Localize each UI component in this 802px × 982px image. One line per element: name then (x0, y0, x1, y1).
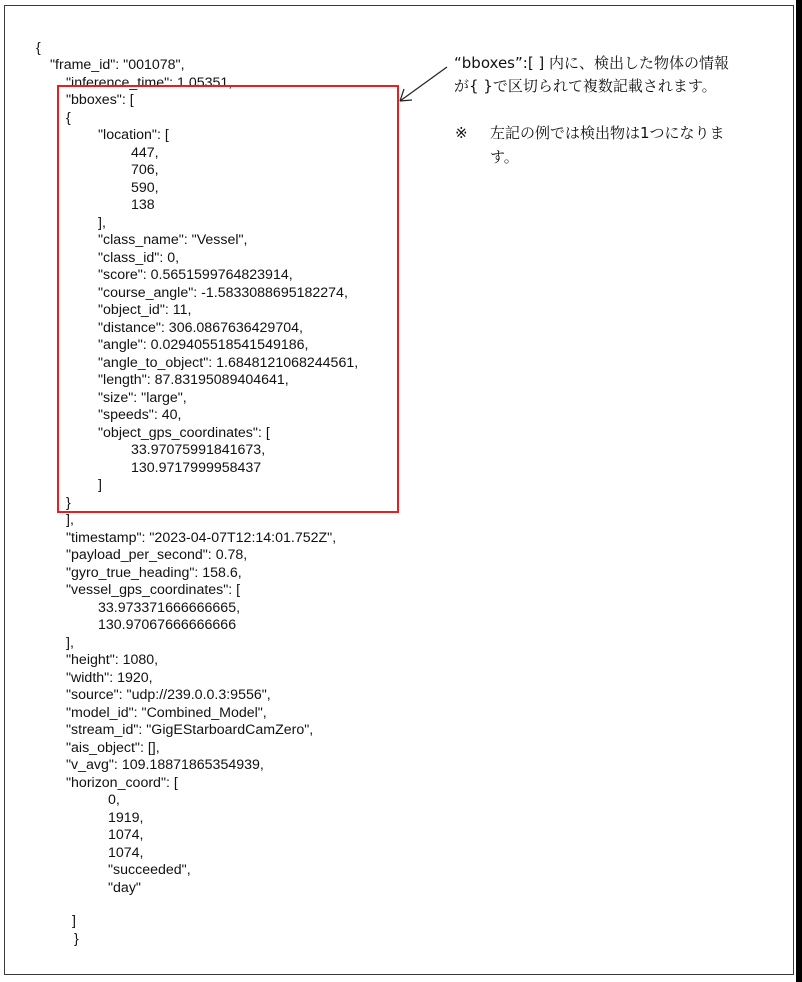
code-line: "object_gps_coordinates": [ (98, 425, 270, 441)
code-line: 33.973371666666665, (98, 600, 241, 616)
code-line: "stream_id": "GigEStarboardCamZero", (66, 722, 314, 738)
code-line: 590, (131, 180, 159, 196)
code-line: "score": 0.5651599764823914, (98, 267, 293, 283)
code-line: "angle_to_object": 1.6848121068244561, (98, 355, 359, 371)
code-line: "model_id": "Combined_Model", (66, 705, 267, 721)
code-line: ] (72, 913, 76, 929)
code-line: "succeeded", (108, 862, 191, 878)
code-line: "class_name": "Vessel", (98, 232, 248, 248)
code-line: 1074, (108, 827, 144, 843)
bboxes-highlight-box (57, 85, 399, 513)
code-line: "frame_id": "001078", (50, 57, 185, 73)
code-line: "distance": 306.0867636429704, (98, 320, 303, 336)
code-line: 1074, (108, 845, 144, 861)
code-line: 130.9717999958437 (131, 460, 262, 476)
code-line: "bboxes": [ (66, 92, 134, 108)
code-line: "inference_time": 1.05351, (66, 75, 233, 91)
code-line: 1919, (108, 810, 144, 826)
code-line: "height": 1080, (66, 652, 159, 668)
code-line: 706, (131, 162, 159, 178)
code-line: "ais_object": [], (66, 740, 160, 756)
code-line: 0, (108, 792, 120, 808)
code-line: 33.97075991841673, (131, 442, 266, 458)
code-line: { (36, 40, 41, 56)
code-line: ], (66, 635, 74, 651)
annotation-line-1: “bboxes”:[ ] 内に、検出した物体の情報 (454, 54, 730, 72)
remark-line-1: 左記の例では検出物は1つになりま (490, 124, 725, 142)
code-line: 447, (131, 145, 159, 161)
code-line: 138 (131, 197, 155, 213)
annotation-line-2: が{ }で区切られて複数記載されます。 (454, 77, 717, 95)
code-line: "width": 1920, (66, 670, 153, 686)
code-line: { (66, 110, 71, 126)
code-line: "gyro_true_heading": 158.6, (66, 565, 242, 581)
code-line: "horizon_coord": [ (66, 775, 178, 791)
code-line: "day" (108, 880, 141, 896)
code-line: } (66, 495, 71, 511)
code-line: "angle": 0.029405518541549186, (98, 337, 309, 353)
code-line: "payload_per_second": 0.78, (66, 547, 248, 563)
code-line: "object_id": 11, (98, 302, 192, 318)
code-line: "source": "udp://239.0.0.3:9556", (66, 687, 271, 703)
code-line: ], (66, 512, 74, 528)
code-line: "course_angle": -1.5833088695182274, (98, 285, 348, 301)
code-line: ], (98, 215, 106, 231)
code-line: "vessel_gps_coordinates": [ (66, 582, 241, 598)
pointer-arrow-icon (390, 55, 460, 115)
code-line: "length": 87.83195089404641, (98, 372, 289, 388)
code-line: "v_avg": 109.18871865354939, (66, 757, 264, 773)
edge-strip (796, 0, 802, 982)
code-line: "class_id": 0, (98, 250, 180, 266)
code-line: ] (98, 477, 102, 493)
code-line: 130.97067666666666 (98, 617, 237, 633)
remark-mark: ※ (455, 124, 468, 142)
remark-line-2: す。 (490, 148, 519, 166)
code-line: } (74, 931, 79, 947)
code-line: "location": [ (98, 127, 169, 143)
code-line: "speeds": 40, (98, 407, 182, 423)
code-line: "size": "large", (98, 390, 187, 406)
code-line: "timestamp": "2023-04-07T12:14:01.752Z", (66, 530, 337, 546)
